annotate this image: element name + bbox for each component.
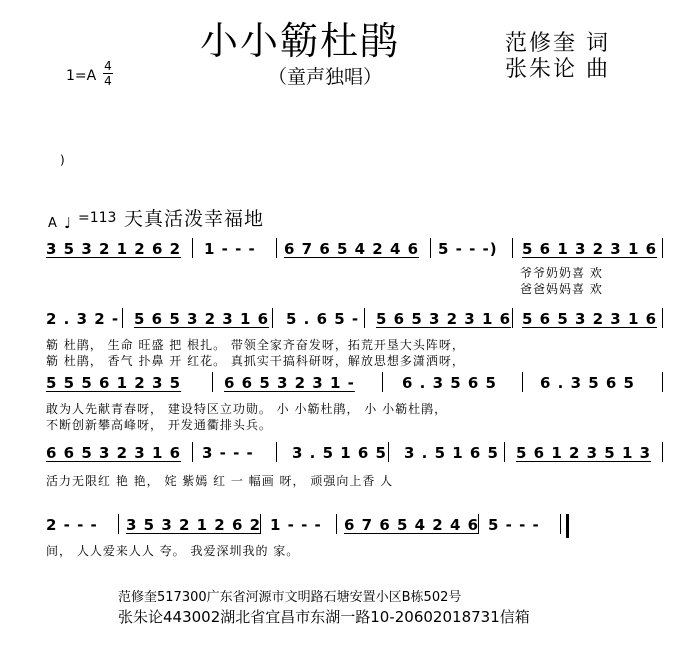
final-barline — [566, 514, 569, 538]
measure: 5 . 6 5 - — [286, 310, 360, 328]
lyric-line: 活力无限红 艳 艳， 姹 紫嫣 红 一 幅画 呀， 顽强向上香 人 — [46, 474, 394, 488]
barline — [276, 442, 277, 462]
lyric-line: 间， 人人爱来人人 夸。 我爱深圳我的 家。 — [46, 544, 300, 558]
measure: 5 6 5 3 2 3 1 6 — [134, 310, 270, 328]
song-subtitle: （童声独唱） — [268, 66, 383, 88]
barline — [212, 372, 213, 392]
measure: 5 - - -) — [438, 240, 498, 258]
lyric-line: 不断创新攀高峰呀， 开发通衢排头兵。 — [46, 418, 272, 432]
measure: 3 5 3 2 1 2 6 2 — [126, 516, 262, 534]
measure: 6 7 6 5 4 2 4 6 — [344, 516, 480, 534]
barline — [560, 514, 561, 534]
measure: 6 . 3 5 6 5 — [540, 374, 635, 392]
composer-credit: 张朱论 曲 — [505, 57, 610, 82]
lyric-line: 爷爷奶奶喜 欢 — [520, 266, 603, 280]
composer-address: 张朱论443002湖北省宜昌市东湖一路10-20602018731信箱 — [118, 608, 530, 626]
barline — [662, 308, 663, 328]
measure: 5 6 1 3 2 3 1 6 — [522, 240, 658, 258]
time-signature — [102, 60, 114, 87]
measure: 5 6 5 3 2 3 1 6 — [376, 310, 512, 328]
barline — [662, 372, 663, 392]
measure: 2 . 3 2 - — [46, 310, 120, 328]
time-signature-top: 4 — [104, 59, 112, 73]
measure: 1 - - - — [204, 240, 256, 258]
expression-text: 天真活泼幸福地 — [124, 208, 265, 230]
measure: 5 6 5 3 2 3 1 6 — [522, 310, 658, 328]
song-title: 小小簕杜鹃 — [200, 19, 401, 63]
measure: 6 7 6 5 4 2 4 6 — [284, 240, 420, 258]
barline — [504, 442, 505, 462]
lyricist-address: 范修奎517300广东省河源市文明路石塘安置小区B栋502号 — [118, 590, 462, 605]
barline — [192, 442, 193, 462]
barline — [512, 238, 513, 258]
barline — [522, 372, 523, 392]
measure: 6 6 5 3 2 3 1 6 — [46, 444, 182, 462]
lyric-line: 簕 杜鹃， 生命 旺盛 把 根扎。 带领全家齐奋发呀，拓荒开垦大头阵呀， — [46, 338, 465, 352]
lyric-line: 爸爸妈妈喜 欢 — [520, 282, 603, 296]
measure: 2 - - - — [46, 516, 98, 534]
measure: 6 6 5 3 2 3 1 - — [224, 374, 355, 392]
barline — [512, 308, 513, 328]
key-signature: 1=A — [66, 68, 97, 84]
barline — [276, 238, 277, 258]
lyricist-credit: 范修奎 词 — [505, 31, 610, 56]
barline — [388, 442, 389, 462]
barline — [192, 238, 193, 258]
tempo-marking: =113 — [78, 210, 117, 226]
quarter-note-icon: ♩ — [64, 214, 72, 232]
time-signature-bottom: 4 — [104, 74, 112, 88]
measure: 1 - - - — [270, 516, 322, 534]
lyric-line: 敢为人先献青春呀， 建设特区立功勋。 小 小簕杜鹃， 小 小簕杜鹃， — [46, 402, 448, 416]
barline — [662, 442, 663, 462]
measure: 5 5 5 6 1 2 3 5 — [46, 374, 182, 392]
stray-parenthesis: ) — [60, 153, 65, 167]
measure: 3 - - - — [202, 444, 254, 462]
measure: 5 - - - — [488, 516, 540, 534]
measure: 5 6 1 2 3 5 1 3 — [516, 444, 652, 462]
section-mark: A — [48, 216, 57, 231]
barline — [662, 238, 663, 258]
measure: 3 . 5 1 6 5 — [404, 444, 499, 462]
measure: 3 . 5 1 6 5 — [292, 444, 387, 462]
barline — [118, 514, 119, 534]
barline — [430, 238, 431, 258]
barline — [272, 308, 273, 328]
barline — [122, 308, 123, 328]
measure: 6 . 3 5 6 5 — [402, 374, 497, 392]
barline — [364, 308, 365, 328]
barline — [336, 514, 337, 534]
measure: 3 5 3 2 1 2 6 2 — [46, 240, 182, 258]
lyric-line: 簕 杜鹃， 香气 扑鼻 开 红花。 真抓实干搞科研呀，解放思想多潇洒呀， — [46, 354, 465, 368]
barline — [382, 372, 383, 392]
